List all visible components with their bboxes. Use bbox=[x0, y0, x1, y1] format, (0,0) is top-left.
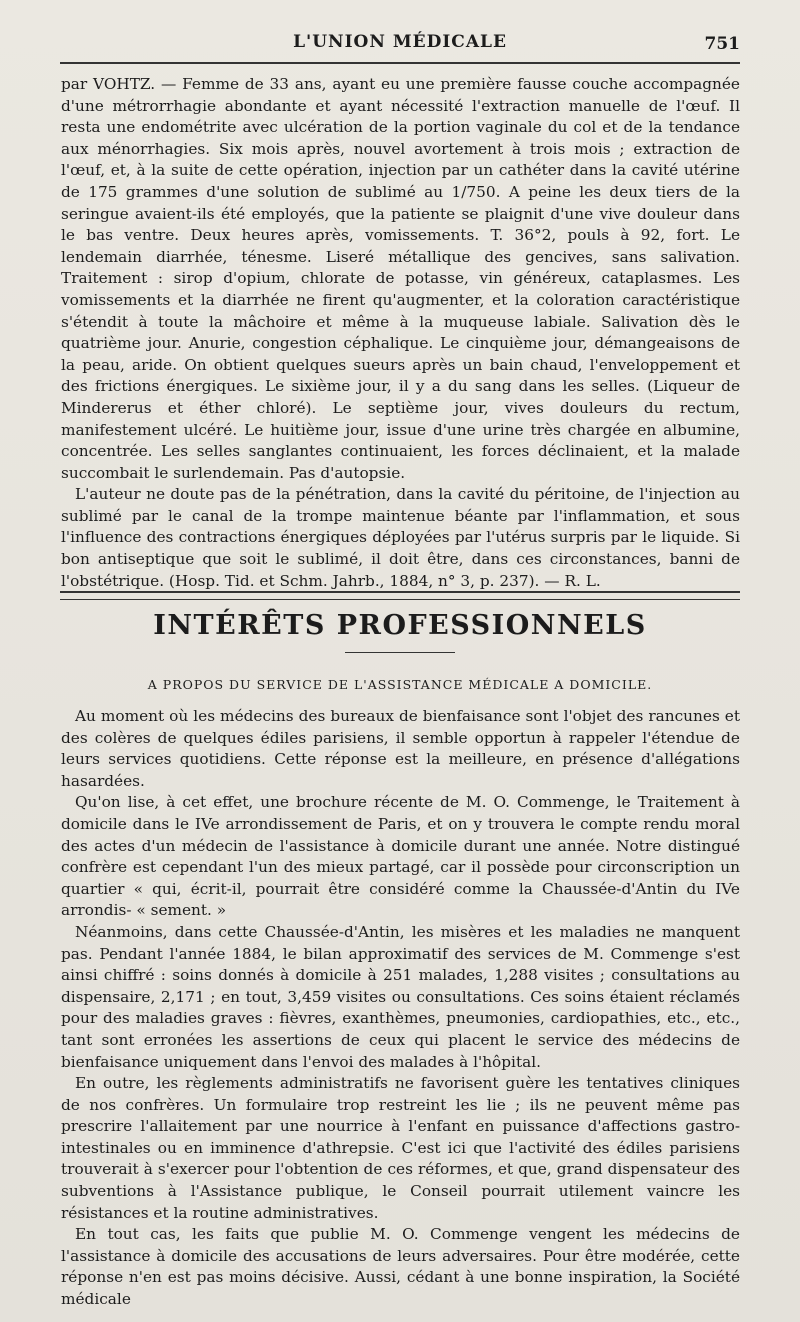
article-subtitle: A PROPOS DU SERVICE DE L'ASSISTANCE MÉDICALE A DOMICILE. bbox=[147, 677, 653, 692]
title-underline bbox=[345, 652, 455, 653]
header-rule bbox=[60, 62, 740, 64]
author-conclusion-paragraph: L'auteur ne doute pas de la pénétration, dans la cavité du péritoine, de l'injection au sublimé par le canal de la trompe maintenue béante par l'inflammation, et sous l'influence des contractions énergiques déployées par l'utérus surpris par le liquide. Si bon antiseptique que soit le sublimé, il doit être, dans ces circonstances, banni de l'obstétrique. (Hosp. Tid. et Schm. Jahrb., 1884, n° 3, p. 237). — R. L. bbox=[61, 485, 740, 590]
body-paragraph-1: Au moment où les médecins des bureaux de bienfaisance sont l'objet des rancunes et des colères de quelques édiles parisiens, il semble opportun à rappeler l'étendue de leurs services quotidiens. Cette réponse est la meilleure, en présence d'allégations hasardées. bbox=[61, 707, 740, 790]
previous-article bbox=[61, 74, 740, 592]
page-number: 751 bbox=[704, 34, 740, 54]
body-paragraph-5: En tout cas, les faits que publie M. O. Commenge vengent les médecins de l'assistance à domicile des accusations de leurs adversaires. Pour être modérée, cette réponse n'en est pas moins décisive. Aussi, cédant à une bonne inspiration, la Société médicale bbox=[61, 1225, 740, 1309]
body-paragraph-4: En outre, les règlements administratifs ne favorisent guère les tentatives cliniques de nos confrères. Un formulaire trop restreint les lie ; ils ne peuvent même pas prescrire l'allaitement par une nourrice à l'enfant en puissance d'affections gastro-intestinales ou en imminence d'athrepsie. C'est ici que l'activité des édiles parisiens trouverait à s'exercer pour l'obtention de ces réformes, et que, grand dispensateur des subventions à l'Assistance publique, le Conseil pourrait utilement vaincre les résistances et la routine administratives. bbox=[61, 1074, 740, 1222]
article-body bbox=[61, 706, 740, 1311]
running-title: L'UNION MÉDICALE bbox=[293, 32, 507, 52]
body-paragraph-3: Néanmoins, dans cette Chaussée-d'Antin, les misères et les maladies ne manquent pas. Pendant l'année 1884, le bilan approximatif des services de M. Commenge s'est ainsi chiffré : soins donnés à domicile à 251 malades, 1,288 visites ; consultations au dispensaire, 2,171 ; en tout, 3,459 visites ou consultations. Ces soins étaient réclamés pour des maladies graves : fièvres, exanthèmes, pneumonies, cardiopathies, etc., etc., tant sont erronées les assertions de ceux qui placent le service des médecins de bienfaisance uniquement dans l'envoi des malades à l'hôpital. bbox=[61, 922, 740, 1071]
section-separator bbox=[60, 591, 740, 600]
case-report-paragraph: par VOHTZ. — Femme de 33 ans, ayant eu une première fausse couche accompagnée d'une métrorrhagie abondante et ayant nécessité l'extraction manuelle de l'œuf. Il resta une endométrite avec ulcération de la portion vaginale du col et de la tendance aux ménorrhagies. Six mois après, nouvel avortement à trois mois ; extraction de l'œuf, et, à la suite de cette opération, injection par un cathéter dans la cavité utérine de 175 grammes d'une solution de sublimé au 1/750. A peine les deux tiers de la seringue avaient-ils été employés, que la patiente se plaignit d'une vive douleur dans le bas ventre. Deux heures après, vomissements. T. 36°2, pouls à 92, fort. Le lendemain diarrhée, ténesme. Liseré métallique des gencives, sans salivation. Traitement : sirop d'opium, chlorate de potasse, vin généreux, cataplasmes. Les vomissements et la diarrhée ne firent qu'augmenter, et la coloration caractéristique s'étendit à toute la mâchoire et même à la muqueuse labiale. Salivation dès le quatrième jour. Anurie, congestion céphalique. Le cinquième jour, démangeaisons de la peau, aride. On obtient quelques sueurs après un bain chaud, l'enveloppement et des frictions énergiques. Le sixième jour, il y a du sang dans les selles. (Liqueur de Mindererus et éther chloré). Le septième jour, vives douleurs du rectum, manifestement ulcéré. Le huitième jour, issue d'une urine très chargée en albumine, concentrée. Les selles sanglantes continuaient, les forces déclinaient, et la malade succombait le surlendemain. Pas d'autopsie. bbox=[61, 75, 740, 482]
section-title: INTÉRÊTS PROFESSIONNELS bbox=[153, 610, 647, 641]
page-header bbox=[60, 30, 740, 58]
body-paragraph-2: Qu'on lise, à cet effet, une brochure récente de M. O. Commenge, le Traitement à domicile dans le IVe arrondissement de Paris, et on y trouvera le compte rendu moral des actes d'un médecin de l'assistance à domicile durant une année. Notre distingué confrère est cependant l'un des mieux partagé, car il possède pour circonscription un quartier « qui, écrit-il, pourrait être considéré comme la Chaussée-d'Antin du IVe arrondis- « sement. » bbox=[61, 793, 740, 920]
